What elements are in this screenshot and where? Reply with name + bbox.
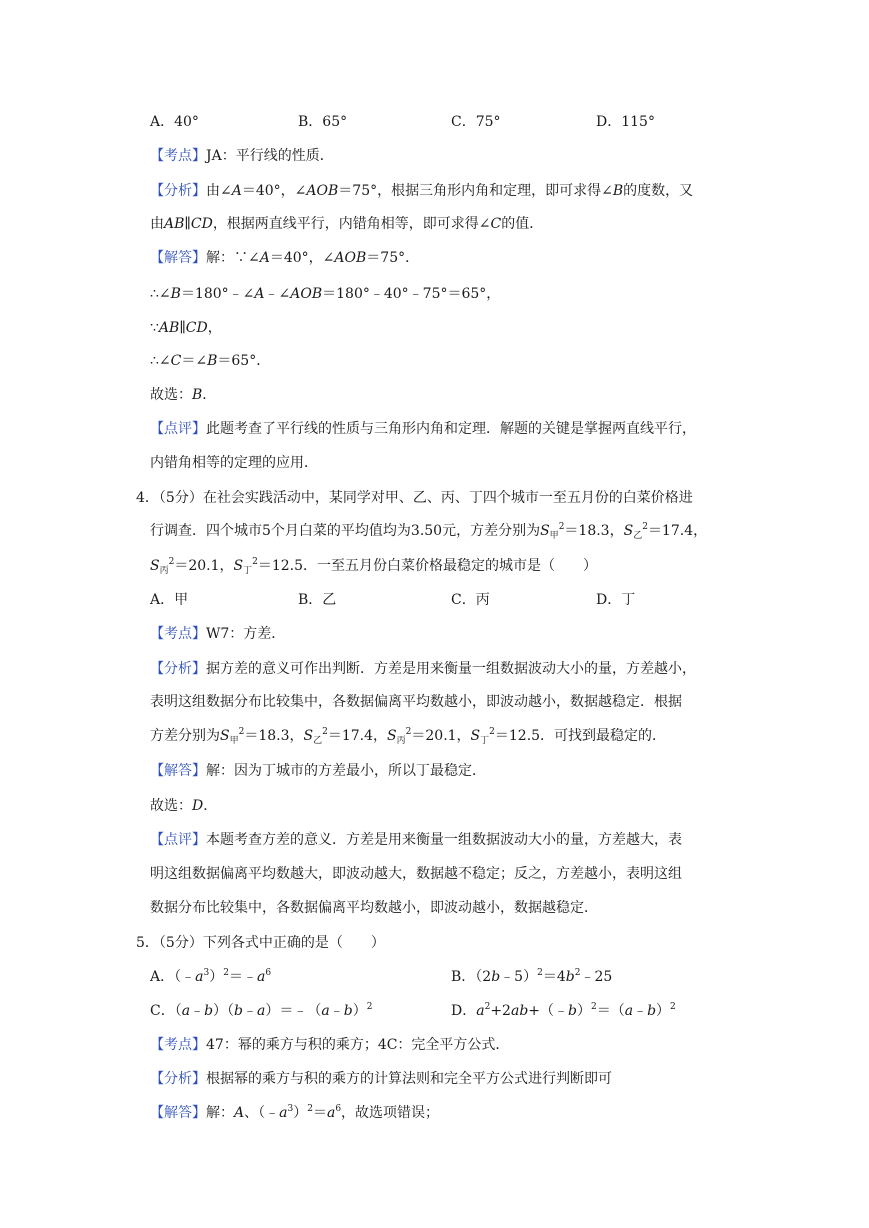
q4-fenxi-line-2: 表明这组数据分布比较集中，各数据偏离平均数越小，即波动越小，数据越稳定．根据: [150, 694, 682, 710]
q5-option-a: A．$(﹣a^3)^2=﹣a^6$: [150, 968, 272, 985]
kaodian-tag: 【考点】: [150, 148, 206, 164]
q4-stem-line-1: 4．（5分）在社会实践活动中，某同学对甲、乙、丙、丁四个城市一至五月份的白菜价格进: [136, 490, 693, 506]
q4-option-a: A．甲: [150, 592, 189, 608]
q3-step-2: ∴∠B＝180°﹣∠A﹣∠AOB＝180°﹣40°﹣75°＝65°，: [150, 286, 501, 302]
q4-jieda: 【解答】解：因为丁城市的方差最小，所以丁最稳定．: [150, 763, 486, 779]
q4-fenxi-line-3: 方差分别为$S_甲^2=18.3$，$S_乙^2=17.4$，$S_丙^2=20.1$，$S_丁^2=12.5$．可找到最稳定的．: [150, 727, 667, 746]
q3-option-a: A．40°: [150, 114, 199, 130]
q4-option-b: B．乙: [298, 592, 337, 608]
q5-jieda: 【解答】解：A、$(﹣a^3)^2=a^6$，故选项错误；: [150, 1104, 440, 1121]
q4-dianping-line-1: 【点评】本题考查方差的意义．方差是用来衡量一组数据波动大小的量，方差越大，表: [150, 832, 682, 848]
q3-choice: 故选：B．: [150, 387, 217, 403]
q5-option-c: C．（a﹣b）（b﹣a）＝﹣（a﹣b）$^2$: [150, 1002, 373, 1019]
fenxi-tag: 【分析】: [150, 183, 206, 199]
q4-kaodian: 【考点】W7：方差．: [150, 626, 286, 642]
q3-step-4: ∴∠C＝∠B＝65°．: [150, 353, 271, 369]
q4-option-c: C．丙: [451, 592, 490, 608]
q3-dianping-line-1: 【点评】此题考查了平行线的性质与三角形内角和定理．解题的关键是掌握两直线平行，: [150, 421, 696, 437]
q4-dianping-line-3: 数据分布比较集中，各数据偏离平均数越小，即波动越小，数据越稳定．: [150, 900, 598, 916]
q3-option-b: B．65°: [298, 114, 348, 130]
q4-stem-line-3: $S_丙^2=20.1$，$S_丁^2=12.5$．一至五月份白菜价格最稳定的城市是（ ）: [150, 557, 598, 576]
q3-option-c: C．75°: [451, 114, 501, 130]
q5-kaodian: 【考点】47：幂的乘方与积的乘方；4C：完全平方公式．: [150, 1037, 510, 1053]
q3-dianping-line-2: 内错角相等的定理的应用．: [150, 455, 318, 471]
q4-option-d: D．丁: [596, 592, 636, 608]
q4-stem-line-2: 行调查．四个城市5个月白菜的平均值均为3.50元，方差分别为$S_甲^2=18.3$，$S_乙^2=17.4$，: [150, 522, 708, 541]
q5-fenxi: 【分析】根据幂的乘方与积的乘方的计算法则和完全平方公式进行判断即可: [150, 1071, 612, 1087]
q3-fenxi-line-2: 由AB∥CD，根据两直线平行，内错角相等，即可求得∠C的值．: [150, 216, 544, 232]
q5-option-b: B．$(2b﹣5)^2=4b^2﹣25$: [451, 968, 613, 985]
q4-choice: 故选：D．: [150, 798, 218, 814]
dianping-tag: 【点评】: [150, 421, 206, 437]
q4-dianping-line-2: 明这组数据偏离平均数越大，即波动越大，数据越不稳定；反之，方差越小，表明这组: [150, 866, 682, 882]
q3-kaodian: 【考点】JA：平行线的性质．: [150, 148, 334, 164]
q5-option-d: D．$a^2+2ab+(﹣b)^2=(a﹣b)^2$: [451, 1002, 676, 1019]
q3-step-3: ∵AB∥CD，: [150, 320, 222, 336]
jieda-tag: 【解答】: [150, 250, 206, 266]
q3-fenxi-line-1: 【分析】由∠A＝40°，∠AOB＝75°，根据三角形内角和定理，即可求得∠B的度数，又: [150, 183, 694, 199]
q3-jieda-line-1: 【解答】解：∵∠A＝40°，∠AOB＝75°．: [150, 250, 420, 266]
q5-stem: 5．（5分）下列各式中正确的是（ ）: [136, 935, 385, 951]
q4-fenxi-line-1: 【分析】据方差的意义可作出判断．方差是用来衡量一组数据波动大小的量，方差越小，: [150, 661, 696, 677]
q3-option-d: D．115°: [596, 114, 655, 130]
